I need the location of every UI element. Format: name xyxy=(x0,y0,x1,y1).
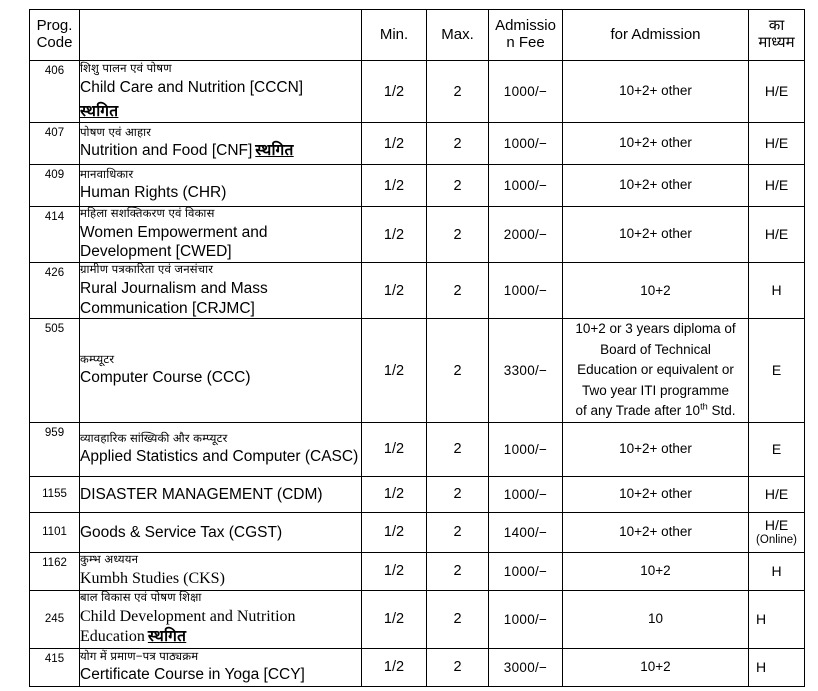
header-admission-fee-line2: n Fee xyxy=(506,34,545,51)
programme-name-hindi: कुम्भ अध्ययन xyxy=(80,554,139,567)
cell-admission-fee: 1000/− xyxy=(489,123,563,165)
medium-value: H xyxy=(756,659,767,676)
cell-min-duration: 1/2 xyxy=(362,552,427,590)
cell-admission-fee: 1000/− xyxy=(489,552,563,590)
cell-programme-name xyxy=(80,319,362,423)
cell-medium xyxy=(749,123,805,165)
cell-programme-name xyxy=(80,552,362,590)
cell-medium xyxy=(749,207,805,263)
programme-name-hindi: शिशु पालन एवं पोषण xyxy=(80,63,172,76)
table-row xyxy=(30,512,805,552)
cell-admission-fee: 3000/− xyxy=(489,648,563,686)
cell-admission-fee: 2000/− xyxy=(489,207,563,263)
cell-admission-fee: 1000/− xyxy=(489,422,563,476)
header-min: Min. xyxy=(362,10,427,61)
programme-name-english: Goods & Service Tax (CGST) xyxy=(80,523,283,541)
cell-max-duration: 2 xyxy=(427,165,489,207)
table-row xyxy=(30,476,805,512)
cell-eligibility: 10+2+ other xyxy=(563,123,749,165)
cell-min-duration: 1/2 xyxy=(362,512,427,552)
cell-admission-fee: 1000/− xyxy=(489,263,563,319)
programme-name-english: Child Care and Nutrition [CCCN] xyxy=(80,78,304,96)
cell-eligibility: 10+2+ other xyxy=(563,512,749,552)
cell-max-duration: 2 xyxy=(427,590,489,648)
cell-prog-code: 426 xyxy=(30,263,80,319)
status-suspended-label: स्थगित xyxy=(80,102,119,120)
table-row xyxy=(30,552,805,590)
cell-admission-fee: 1000/− xyxy=(489,165,563,207)
cell-medium xyxy=(749,165,805,207)
cell-admission-fee: 1000/− xyxy=(489,61,563,123)
cell-eligibility: 10+2+ other xyxy=(563,61,749,123)
programme-name-hindi: ग्रामीण पत्रकारिता एवं जनसंचार xyxy=(80,264,214,277)
cell-admission-fee: 3300/− xyxy=(489,319,563,423)
programme-name-hindi: पोषण एवं आहार xyxy=(80,126,152,139)
cell-medium xyxy=(749,552,805,590)
programme-name-english: Certificate Course in Yoga [CCY] xyxy=(80,666,305,684)
cell-prog-code: 1101 xyxy=(30,512,80,552)
cell-prog-code: 406 xyxy=(30,61,80,123)
medium-value: H/E xyxy=(764,486,789,503)
header-eligibility: for Admission xyxy=(563,10,749,61)
cell-min-duration: 1/2 xyxy=(362,263,427,319)
table-row xyxy=(30,207,805,263)
cell-max-duration: 2 xyxy=(427,263,489,319)
cell-medium xyxy=(749,319,805,423)
cell-min-duration: 1/2 xyxy=(362,476,427,512)
header-max: Max. xyxy=(427,10,489,61)
cell-prog-code: 1162 xyxy=(30,552,80,590)
cell-programme-name xyxy=(80,422,362,476)
status-suspended-label: स्थगित xyxy=(147,628,187,646)
cell-programme-name xyxy=(80,590,362,648)
medium-value: E xyxy=(771,362,782,379)
cell-admission-fee: 1000/− xyxy=(489,476,563,512)
cell-prog-code: 414 xyxy=(30,207,80,263)
table-row xyxy=(30,648,805,686)
header-medium-line1: का xyxy=(768,17,785,35)
programme-name-english: Child Development and Nutrition Education स्थगित xyxy=(80,607,296,646)
programme-name-hindi: कम्प्यूटर xyxy=(80,353,115,366)
cell-medium xyxy=(749,61,805,123)
cell-programme-name xyxy=(80,165,362,207)
cell-prog-code: 407 xyxy=(30,123,80,165)
cell-prog-code: 505 xyxy=(30,319,80,423)
cell-medium xyxy=(749,648,805,686)
cell-min-duration: 1/2 xyxy=(362,123,427,165)
status-suspended-label: स्थगित xyxy=(255,142,294,160)
header-medium xyxy=(749,10,805,61)
cell-eligibility: 10 xyxy=(563,590,749,648)
header-admission-fee-line1: Admissio xyxy=(495,17,556,35)
header-prog-code-line2: Code xyxy=(36,34,73,51)
cell-medium xyxy=(749,263,805,319)
cell-medium xyxy=(749,512,805,552)
table-row xyxy=(30,590,805,648)
cell-max-duration: 2 xyxy=(427,512,489,552)
programme-name-hindi: महिला सशक्तिकरण एवं विकास xyxy=(80,208,215,220)
cell-medium xyxy=(749,590,805,648)
medium-value: H/E xyxy=(764,517,789,534)
medium-value: H xyxy=(771,563,782,580)
cell-prog-code: 245 xyxy=(30,590,80,648)
cell-min-duration: 1/2 xyxy=(362,648,427,686)
programme-name-english: Women Empowerment and Development [CWED] xyxy=(80,223,268,261)
programme-name-english: Applied Statistics and Computer (CASC) xyxy=(80,448,359,466)
programmes-table xyxy=(29,9,805,687)
cell-admission-fee: 1400/− xyxy=(489,512,563,552)
eligibility-superscript: th xyxy=(700,401,708,412)
cell-programme-name xyxy=(80,61,362,123)
programme-name-hindi: मानवाधिकार xyxy=(80,168,134,181)
cell-prog-code: 409 xyxy=(30,165,80,207)
medium-value: H/E xyxy=(764,226,789,243)
cell-programme-name xyxy=(80,512,362,552)
cell-programme-name xyxy=(80,476,362,512)
cell-eligibility: 10+2+ other xyxy=(563,476,749,512)
programme-name-english: Kumbh Studies (CKS) xyxy=(80,569,225,587)
cell-medium xyxy=(749,422,805,476)
medium-value: H/E xyxy=(764,135,789,152)
cell-min-duration: 1/2 xyxy=(362,422,427,476)
medium-value: H xyxy=(756,611,767,628)
table-row xyxy=(30,165,805,207)
cell-eligibility: 10+2+ other xyxy=(563,207,749,263)
cell-max-duration: 2 xyxy=(427,422,489,476)
cell-eligibility: 10+2+ other xyxy=(563,422,749,476)
cell-max-duration: 2 xyxy=(427,476,489,512)
table-row xyxy=(30,123,805,165)
table-body xyxy=(30,61,805,687)
medium-value: H xyxy=(771,282,782,299)
cell-min-duration: 1/2 xyxy=(362,319,427,423)
medium-note: (Online) xyxy=(756,533,797,546)
cell-min-duration: 1/2 xyxy=(362,165,427,207)
cell-prog-code: 415 xyxy=(30,648,80,686)
cell-eligibility: 10+2+ other xyxy=(563,165,749,207)
cell-max-duration: 2 xyxy=(427,648,489,686)
cell-min-duration: 1/2 xyxy=(362,61,427,123)
cell-max-duration: 2 xyxy=(427,207,489,263)
table-header-row xyxy=(30,10,805,61)
cell-max-duration: 2 xyxy=(427,319,489,423)
cell-programme-name xyxy=(80,648,362,686)
programme-name-english: Rural Journalism and Mass Communication [CRJMC] xyxy=(80,279,268,317)
table-row xyxy=(30,263,805,319)
cell-medium xyxy=(749,476,805,512)
header-prog-code xyxy=(30,10,80,61)
cell-eligibility: 10+2 xyxy=(563,552,749,590)
header-programme-name xyxy=(80,10,362,61)
programme-name-english: Human Rights (CHR) xyxy=(80,184,227,202)
medium-value: H/E xyxy=(764,83,789,100)
cell-admission-fee: 1000/− xyxy=(489,590,563,648)
cell-eligibility: 10+2 xyxy=(563,648,749,686)
cell-prog-code: 959 xyxy=(30,422,80,476)
programme-name-english: DISASTER MANAGEMENT (CDM) xyxy=(80,485,323,503)
cell-min-duration: 1/2 xyxy=(362,207,427,263)
header-medium-line2: माध्यम xyxy=(758,34,795,51)
cell-min-duration: 1/2 xyxy=(362,590,427,648)
cell-programme-name xyxy=(80,263,362,319)
medium-value: H/E xyxy=(764,177,789,194)
table-row xyxy=(30,61,805,123)
cell-max-duration: 2 xyxy=(427,552,489,590)
header-prog-code-line1: Prog. xyxy=(36,17,73,35)
cell-max-duration: 2 xyxy=(427,123,489,165)
cell-programme-name xyxy=(80,207,362,263)
programme-name-english: Computer Course (CCC) xyxy=(80,369,251,387)
programme-name-hindi: योग में प्रमाण−पत्र पाठ्यक्रम xyxy=(80,650,199,663)
medium-value: E xyxy=(771,441,782,458)
cell-programme-name xyxy=(80,123,362,165)
programme-name-hindi: व्यावहारिक सांख्यिकी और कम्प्यूटर xyxy=(80,432,228,445)
cell-eligibility: 10+2 xyxy=(563,263,749,319)
cell-eligibility: 10+2 or 3 years diploma of Board of Technical Education or equivalent or Two year ITI programme of any Trade after 10th Std. xyxy=(563,319,749,423)
cell-prog-code: 1155 xyxy=(30,476,80,512)
table-row xyxy=(30,319,805,423)
programme-name-hindi: बाल विकास एवं पोषण शिक्षा xyxy=(80,592,202,605)
table-row xyxy=(30,422,805,476)
header-admission-fee xyxy=(489,10,563,61)
programme-name-english: Nutrition and Food [CNF] स्थगित xyxy=(80,142,294,160)
cell-max-duration: 2 xyxy=(427,61,489,123)
